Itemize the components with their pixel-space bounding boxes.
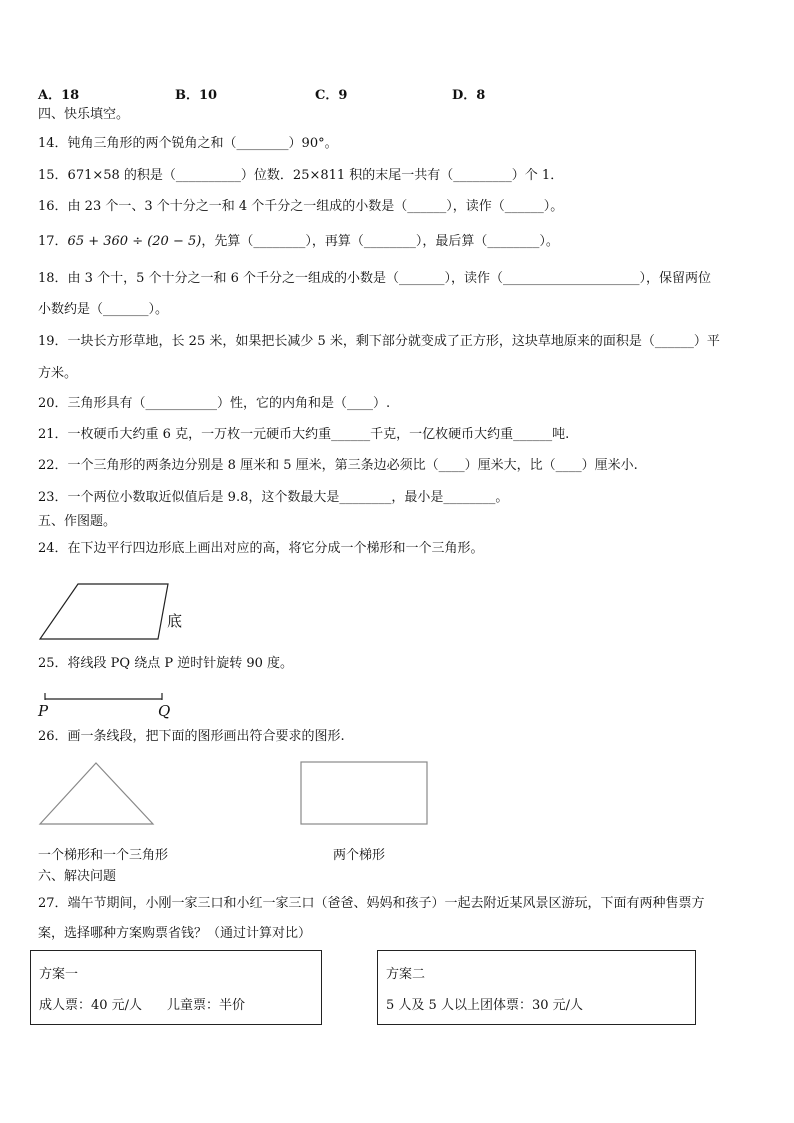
option-d: D．8 [452, 88, 486, 103]
rectangle-figure [300, 761, 430, 827]
question-22: 22．一个三角形的两条边分别是 8 厘米和 5 厘米，第三条边必须比（____）厘米大，比（____）厘米小. [38, 458, 638, 473]
question-18-line2: 小数约是（_______）。 [38, 302, 169, 317]
question-21: 21．一枚硬币大约重 6 克，一万枚一元硬币大约重______千克，一亿枚硬币大约重______吨. [38, 427, 570, 442]
plan-two-title: 方案二 [386, 967, 426, 982]
triangle-figure [38, 761, 158, 827]
rectangle-caption: 两个梯形 [333, 848, 386, 863]
question-15: 15．671×58 的积是（__________）位数．25×811 积的末尾一共有（_________）个 1． [38, 168, 564, 183]
question-16: 16．由 23 个一、3 个十分之一和 4 个千分之一组成的小数是（______），读作（______）。 [38, 199, 564, 214]
question-19-line2: 方米。 [38, 366, 78, 381]
option-b: B．10 [175, 88, 218, 103]
triangle-shape [40, 763, 153, 824]
section-heading-drawing: 五、作图题。 [38, 514, 117, 529]
question-17-text: ，先算（________），再算（________），最后算（________）。 [201, 234, 559, 249]
question-17-expression: 65 + 360 ÷ (20 − 5) [67, 234, 202, 249]
point-p-label: P [38, 702, 49, 720]
question-17 [38, 234, 559, 250]
parallelogram-base-label: 底 [167, 612, 183, 630]
question-24: 24．在下边平行四边形底上画出对应的高，将它分成一个梯形和一个三角形。 [38, 541, 484, 556]
parallelogram-shape [40, 584, 168, 639]
question-17-number: 17． [38, 234, 68, 249]
plan-two-box [377, 950, 696, 1025]
question-23: 23．一个两位小数取近似值后是 9.8，这个数最大是________，最小是________。 [38, 490, 509, 505]
section-heading-problems: 六、解决问题 [38, 869, 117, 884]
plan-one-box [30, 950, 322, 1025]
question-27-line1: 27．端午节期间，小刚一家三口和小红一家三口（爸爸、妈妈和孩子）一起去附近某风景区游玩，下面有两种售票方 [38, 896, 705, 911]
triangle-caption: 一个梯形和一个三角形 [38, 848, 169, 863]
option-a: A．18 [38, 88, 80, 103]
segment-pq-figure [40, 690, 170, 704]
plan-one-title: 方案一 [39, 967, 79, 982]
parallelogram-figure [38, 582, 178, 642]
question-20: 20．三角形具有（___________）性，它的内角和是（____）. [38, 396, 391, 411]
question-14: 14．钝角三角形的两个锐角之和（________）90°。 [38, 136, 338, 151]
point-q-label: Q [158, 702, 171, 720]
question-19-line1: 19．一块长方形草地，长 25 米，如果把长减少 5 米，剩下部分就变成了正方形，这块草地原来的面积是（______）平 [38, 334, 720, 349]
question-18-line1: 18．由 3 个十，5 个十分之一和 6 个千分之一组成的小数是（_______），读作（_____________________），保留两位 [38, 271, 712, 286]
plan-one-child-price: 儿童票：半价 [167, 998, 246, 1013]
question-27-line2: 案，选择哪种方案购票省钱？（通过计算对比） [38, 926, 312, 941]
plan-one-adult-price: 成人票：40 元/人 [39, 998, 143, 1013]
question-26: 26．画一条线段，把下面的图形画出符合要求的图形. [38, 729, 345, 744]
plan-two-group-price: 5 人及 5 人以上团体票：30 元/人 [386, 998, 583, 1013]
question-25: 25．将线段 PQ 绕点 P 逆时针旋转 90 度。 [38, 656, 294, 671]
option-c: C．9 [315, 88, 348, 103]
section-heading-fill-blank: 四、快乐填空。 [38, 107, 130, 122]
rectangle-shape [301, 762, 427, 824]
